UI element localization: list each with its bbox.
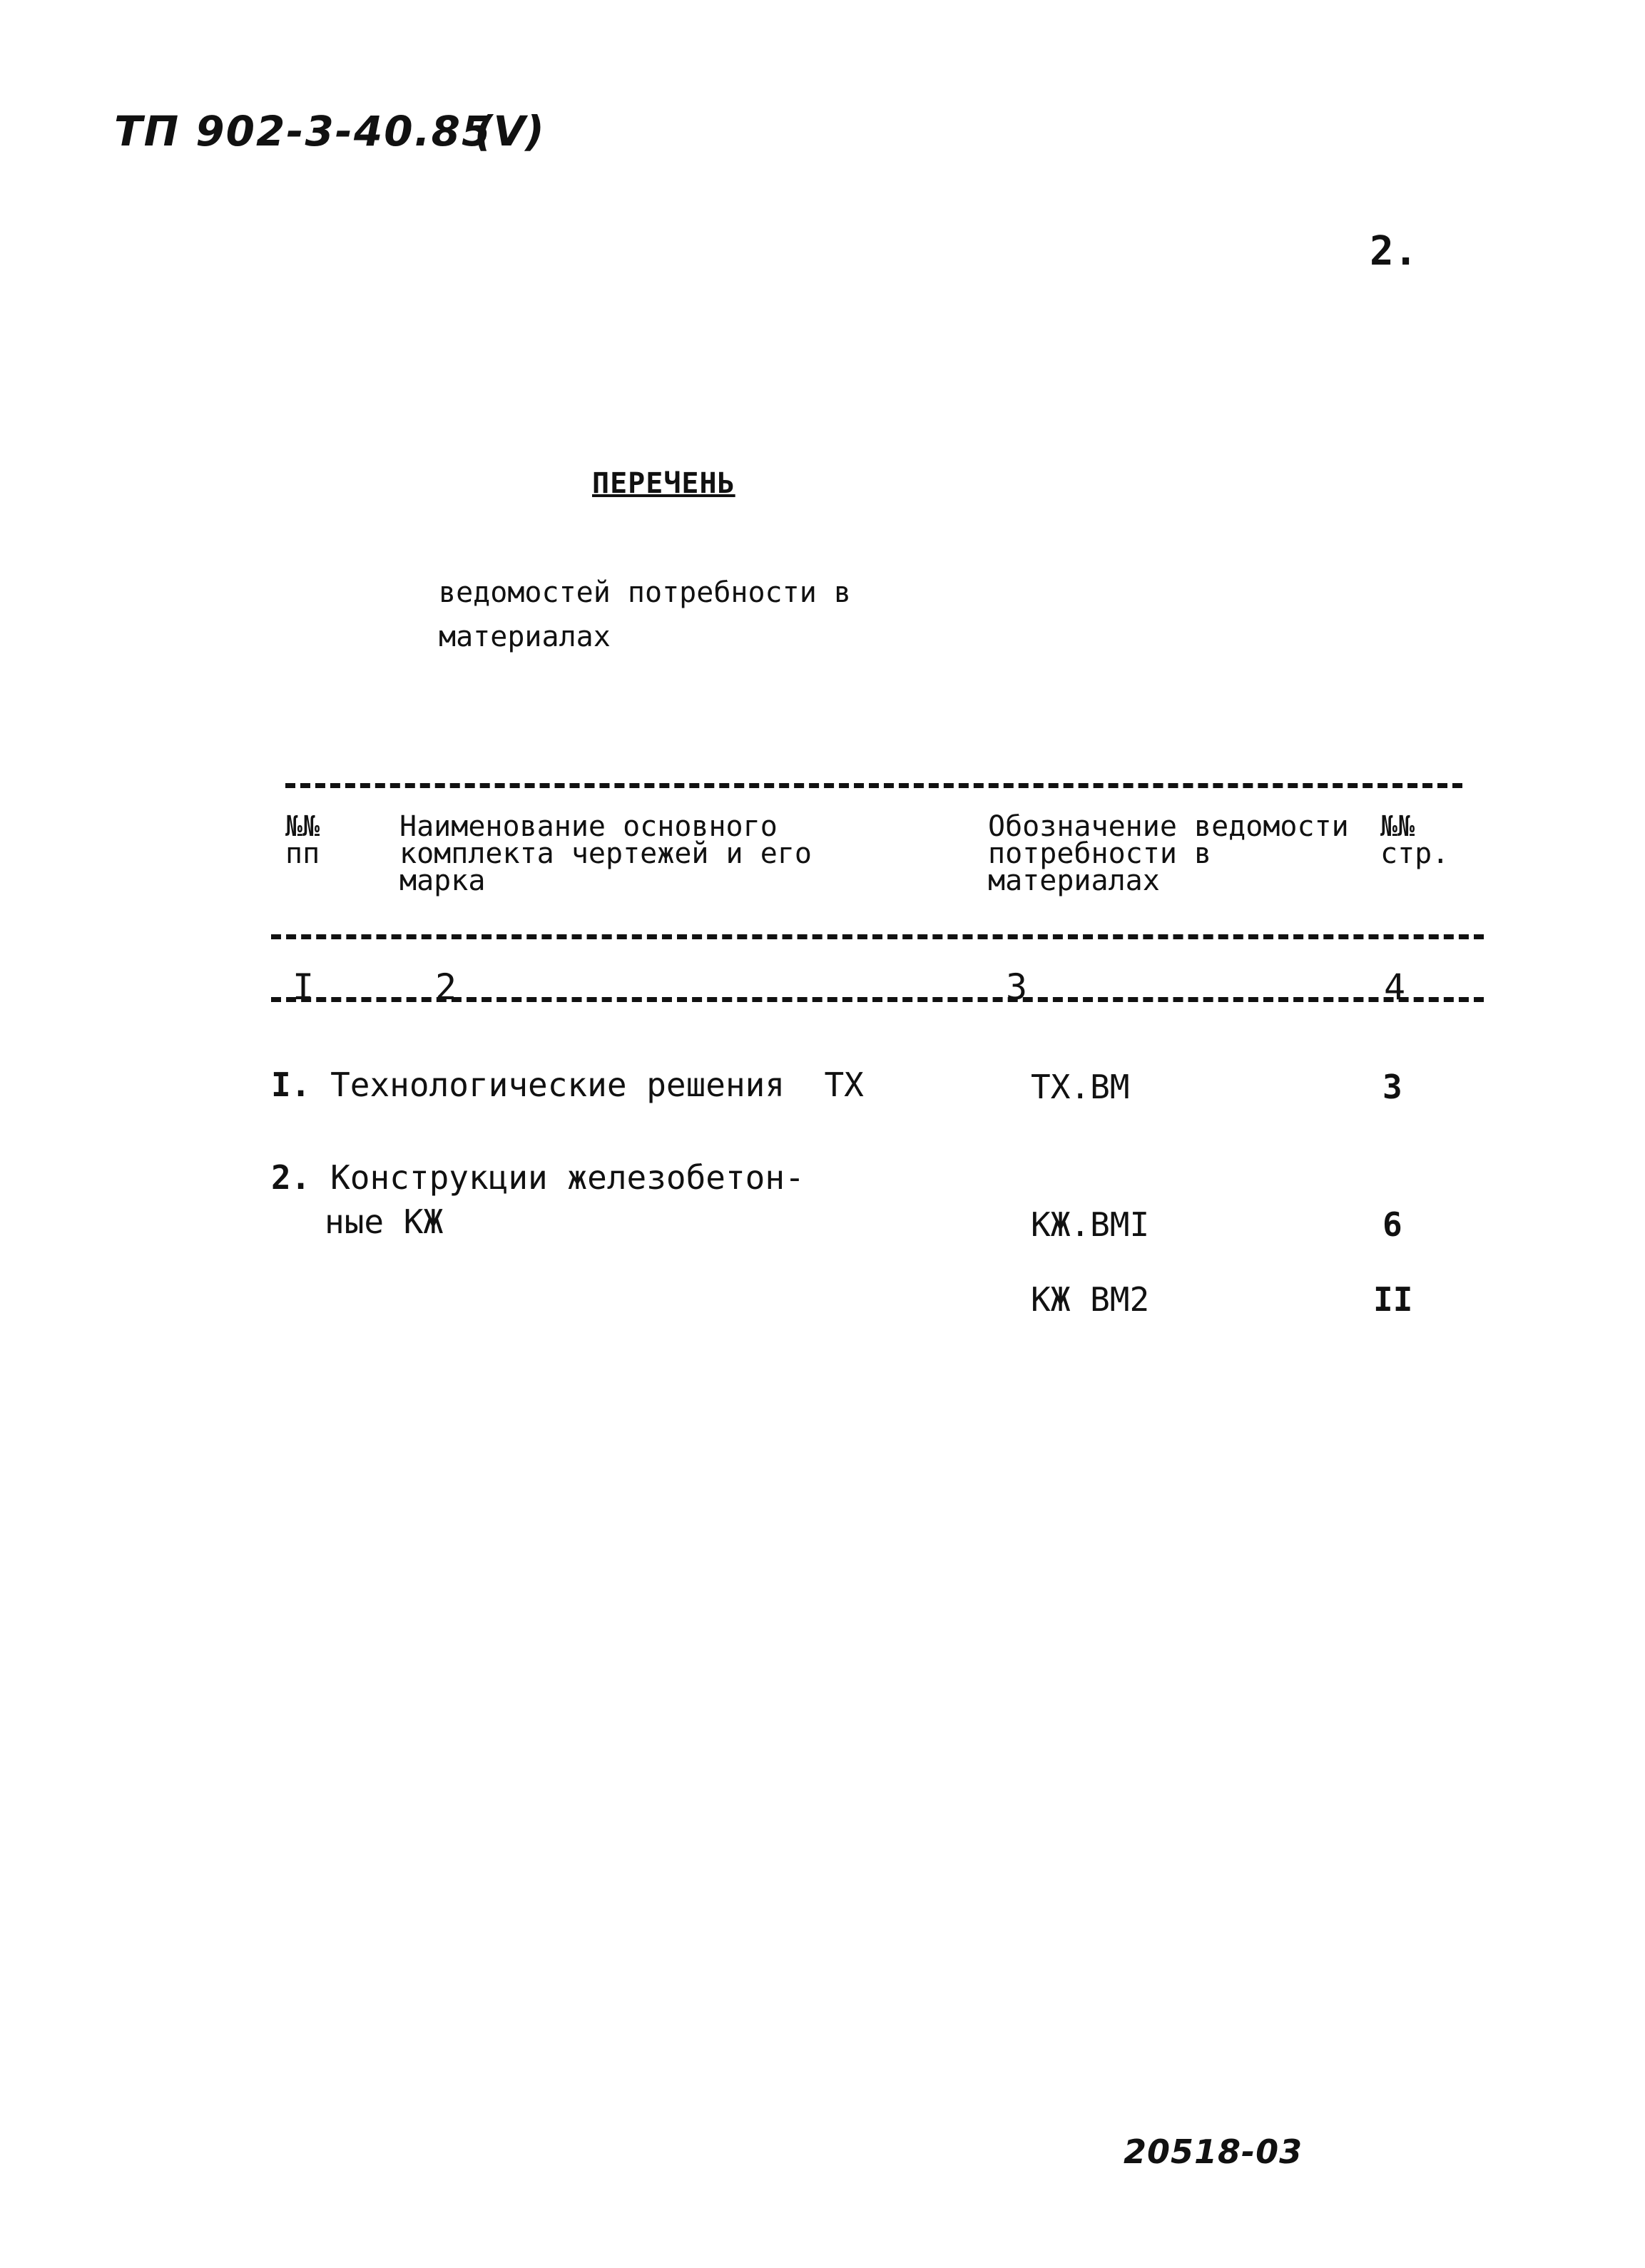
table-row <box>271 1063 949 1107</box>
table-row <box>271 1155 949 1200</box>
row-page: 3 <box>1382 1068 1402 1106</box>
document-mark: (V) <box>474 107 544 155</box>
column-number-3: 3 <box>1006 966 1028 1008</box>
row-designation: КЖ ВМ2 <box>1031 1280 1150 1319</box>
row-name-continuation: ные КЖ <box>325 1202 444 1241</box>
row-number: I. <box>271 1066 311 1104</box>
page-number: 2. <box>1370 228 1418 275</box>
column-number-2: 2 <box>435 966 457 1008</box>
row-name: Конструкции железобетон- <box>330 1158 805 1197</box>
table-top-rule <box>285 783 1462 788</box>
table-numbering-rule <box>271 997 1484 1002</box>
column-header-name: Наименование основного комплекта чертежей и его марка <box>399 810 812 897</box>
row-designation: ТХ.ВМ <box>1031 1068 1130 1106</box>
row-number: 2. <box>271 1158 311 1197</box>
column-header-number: №№ пп <box>285 810 320 870</box>
column-header-page: №№ стр. <box>1380 810 1450 870</box>
document-code: ТП 902-3-40.85 <box>114 107 492 155</box>
table-header-rule <box>271 934 1484 939</box>
row-name: Технологические решения ТХ <box>330 1066 864 1104</box>
row-designation: КЖ.ВМI <box>1031 1205 1150 1244</box>
column-number-4: 4 <box>1384 966 1406 1008</box>
column-header-designation: Обозначение ведомости потребности в материалах <box>988 810 1349 897</box>
row-page: 6 <box>1382 1205 1402 1244</box>
inventory-number: 20518-03 <box>1124 2132 1303 2171</box>
column-number-1: I <box>292 966 315 1008</box>
document-subtitle: ведомостей потребности в материалах <box>439 576 851 653</box>
row-page: II <box>1373 1280 1413 1319</box>
document-title: ПЕРЕЧЕНЬ <box>592 467 735 500</box>
